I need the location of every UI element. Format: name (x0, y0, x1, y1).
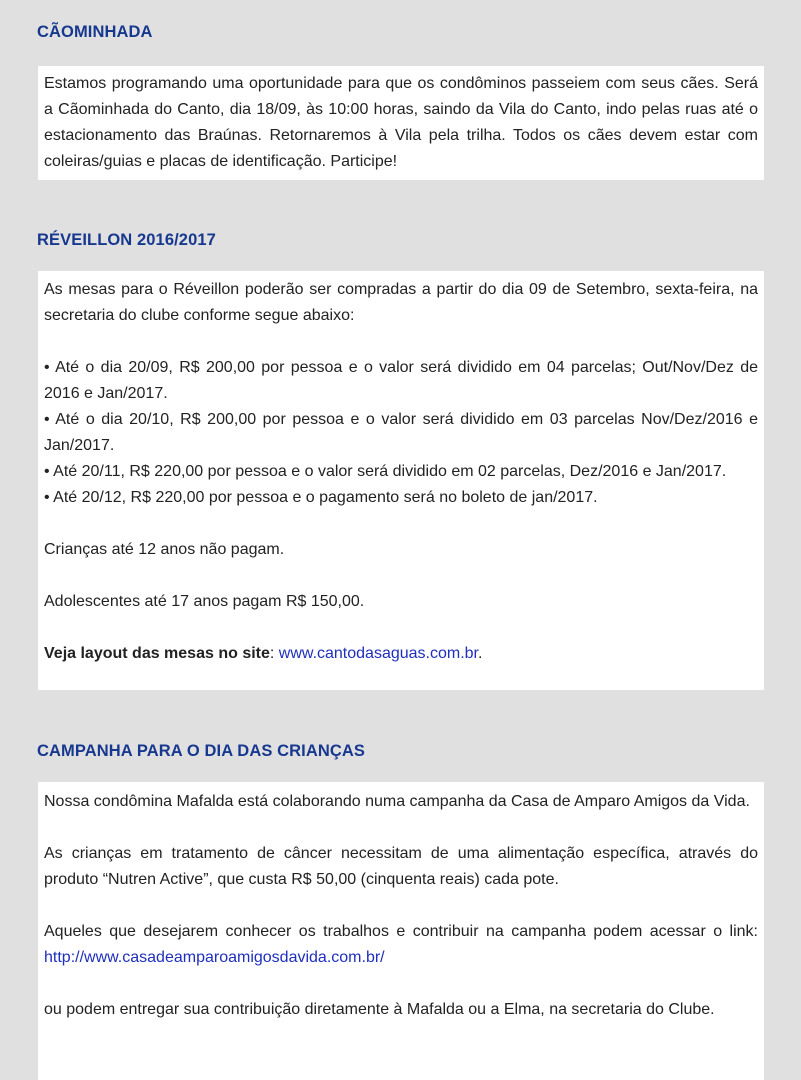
reveillon-item: • Até o dia 20/10, R$ 200,00 por pessoa e o valor será dividido em 03 parcelas Nov/Dez/2016 e Jan/2017. (44, 411, 758, 454)
children-note: Crianças até 12 anos não pagam. (44, 541, 285, 558)
campanha-p3 (44, 919, 758, 971)
layout-separator: : (269, 645, 279, 662)
campanha-p2: As crianças em tratamento de câncer necessitam de uma alimentação específica, através do produto “Nutren Active”, que custa R$ 50,00 (cinquenta reais) cada pote. (44, 845, 758, 888)
section-title-reveillon: RÉVEILLON 2016/2017 (37, 231, 216, 249)
section-title-caominhada: CÃOMINHADA (37, 23, 153, 41)
section-box-reveillon (38, 271, 764, 690)
layout-end: . (478, 645, 483, 662)
teens-note: Adolescentes até 17 anos pagam R$ 150,00. (44, 593, 365, 610)
reveillon-item: • Até 20/11, R$ 220,00 por pessoa e o valor será dividido em 02 parcelas, Dez/2016 e Jan/2017. (44, 463, 727, 480)
campanha-p3-text: Aqueles que desejarem conhecer os trabalhos e contribuir na campanha podem acessar o link: (44, 923, 758, 940)
reveillon-item: • Até 20/12, R$ 220,00 por pessoa e o pagamento será no boleto de jan/2017. (44, 489, 598, 506)
reveillon-intro: As mesas para o Réveillon poderão ser compradas a partir do dia 09 de Setembro, sexta-feira, na secretaria do clube conforme segue abaixo: (44, 281, 758, 324)
section-box-caominhada (38, 66, 764, 180)
campanha-p4: ou podem entregar sua contribuição diretamente à Mafalda ou a Elma, na secretaria do Clube. (44, 1001, 715, 1018)
campanha-p1: Nossa condômina Mafalda está colaborando numa campanha da Casa de Amparo Amigos da Vida. (44, 793, 750, 810)
caominhada-paragraph: Estamos programando uma oportunidade para que os condôminos passeiem com seus cães. Será a Cãominhada do Canto, dia 18/09, às 10:00 horas, saindo da Vila do Canto, indo pelas ruas até o estacionamento das Braúnas. Retornaremos à Vila pela trilha. Todos os cães devem estar com coleiras/guias e placas de identificação. Participe! (44, 75, 758, 170)
casa-amparo-link[interactable]: http://www.casadeamparoamigosdavida.com.br/ (44, 949, 385, 966)
section-title-campanha: CAMPANHA PARA O DIA DAS CRIANÇAS (37, 742, 366, 760)
reveillon-item: • Até o dia 20/09, R$ 200,00 por pessoa e o valor será dividido em 04 parcelas; Out/Nov/Dez de 2016 e Jan/2017. (44, 359, 758, 402)
layout-label: Veja layout das mesas no site (44, 645, 270, 662)
site-link[interactable]: www.cantodasaguas.com.br (278, 645, 478, 662)
section-box-campanha (38, 782, 764, 1080)
layout-line (44, 641, 758, 667)
